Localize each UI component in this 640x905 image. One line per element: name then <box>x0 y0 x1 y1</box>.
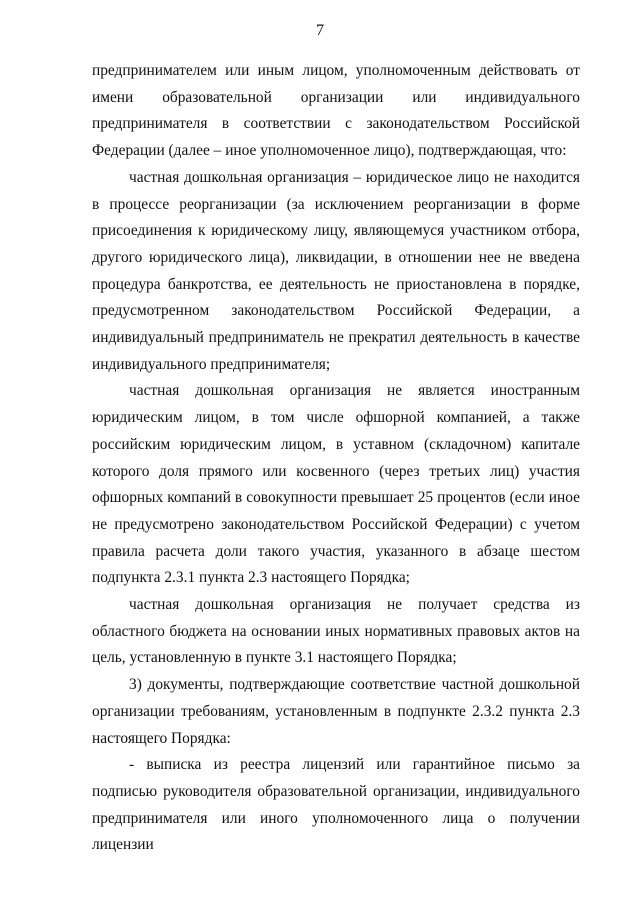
paragraph-documents: 3) документы, подтверждающие соответствие частной дошкольной организации требованиям, установленным в подпункте 2.3.2 пункта 2.3 настоящего Порядка: <box>92 676 580 747</box>
document-body <box>92 58 580 859</box>
paragraph-license-extract: - выписка из реестра лицензий или гарантийное письмо за подписью руководителя образовательной организации, индивидуального предпринимателя или иного уполномоченного лица о получении лицензии <box>92 756 580 854</box>
paragraph-reorganization: частная дошкольная организация – юридическое лицо не находится в процессе реорганизации (за исключением реорганизации в форме присоединения к юридическому лицу, являющемуся участником отбора, другого юридического лица), ликвидации, в отношении нее не введена процедура банкротства, ее деятельность не приостановлена в порядке, предусмотренном законодательством Российской Федерации, а индивидуальный предприниматель не прекратил деятельность в качестве индивидуального предпринимателя; <box>92 168 580 373</box>
paragraph-continuation: предпринимателем или иным лицом, уполномоченным действовать от имени образовательной организации или индивидуального предпринимателя в соответствии с законодательством Российской Федерации (далее – иное уполномоченное лицо), подтверждающая, что: <box>92 62 580 160</box>
page-number: 7 <box>316 22 324 39</box>
paragraph-regional-budget: частная дошкольная организация не получает средства из областного бюджета на основании иных нормативных правовых актов на цель, установленную в пункте 3.1 настоящего Порядка; <box>92 596 580 667</box>
paragraph-offshore: частная дошкольная организация не является иностранным юридическим лицом, в том числе офшорной компанией, а также российским юридическим лицом, в уставном (складочном) капитале которого доля прямого или косвенного (через третьих лиц) участия офшорных компаний в совокупности превышает 25 процентов (если иное не предусмотрено законодательством Российской Федерации) с учетом правила расчета доли такого участия, указанного в абзаце шестом подпункта 2.3.1 пункта 2.3 настоящего Порядка; <box>92 382 580 587</box>
